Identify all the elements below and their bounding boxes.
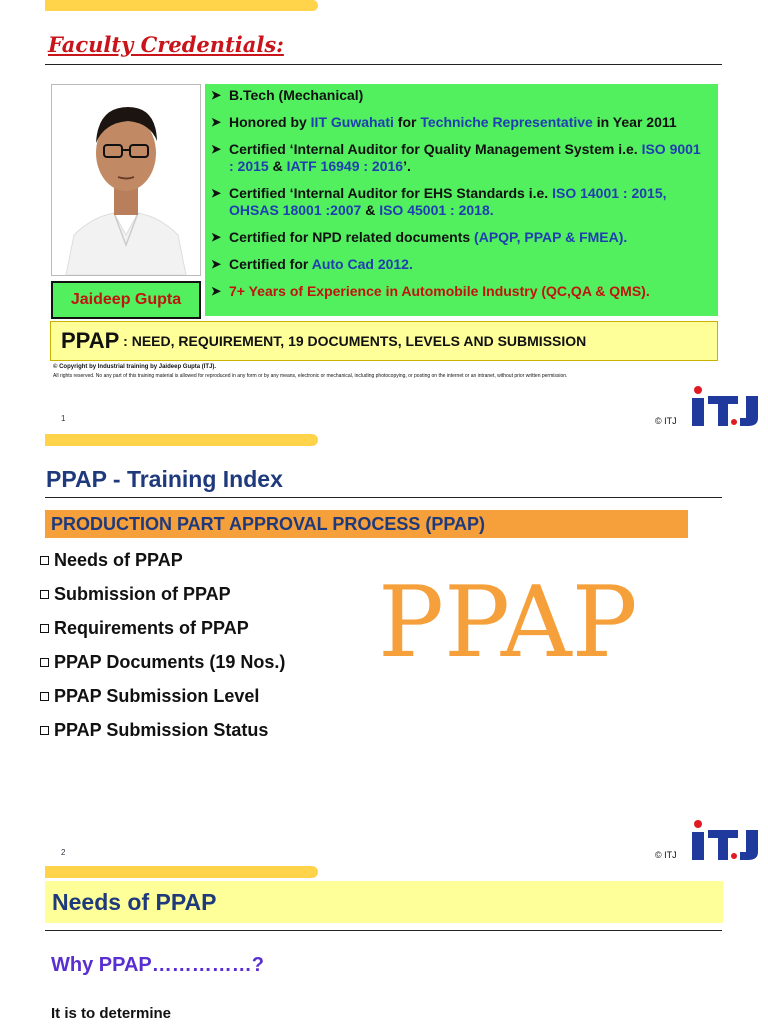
credential-text-part: Certified for <box>229 256 312 272</box>
index-item <box>40 611 285 645</box>
credential-text-part: Auto Cad 2012. <box>311 256 413 272</box>
copyright-mark-2: © ITJ <box>655 850 677 860</box>
credential-text-part: IATF 16949 : 2016 <box>286 158 404 174</box>
itj-logo-icon <box>688 818 763 862</box>
training-index-title: PPAP - Training Index <box>46 466 283 492</box>
index-item <box>40 679 285 713</box>
faculty-name-box <box>51 281 201 319</box>
credential-text <box>229 141 708 175</box>
index-item-label: PPAP Submission Level <box>54 685 260 706</box>
faculty-name: Jaideep Gupta <box>70 291 182 308</box>
credential-item <box>211 283 708 300</box>
arrow-bullet-icon: ➤ <box>211 284 222 298</box>
arrow-bullet-icon: ➤ <box>211 257 222 271</box>
credential-text <box>229 114 677 131</box>
credential-text-part: in Year 2011 <box>592 114 677 130</box>
title-rule-1 <box>45 64 722 65</box>
rights-line: All rights reserved. No any part of this training material is allowed for reproduced in any form or by any means, electronic or mechanical, including photocopying, or posting on the internet or an intranet, without prior written permission. <box>53 373 568 379</box>
index-item <box>40 645 285 679</box>
credential-text-part: & <box>361 202 380 218</box>
arrow-bullet-icon: ➤ <box>211 142 222 156</box>
credential-item <box>211 256 708 273</box>
checkbox-bullet-icon <box>40 658 49 667</box>
slide-tab-1 <box>45 0 318 11</box>
page-number-2: 2 <box>61 848 66 857</box>
credential-text-part: ISO 45001 : 2018. <box>379 202 494 218</box>
checkbox-bullet-icon <box>40 590 49 599</box>
credential-item <box>211 185 708 219</box>
credentials-list <box>211 87 708 300</box>
itj-logo-2 <box>688 818 763 862</box>
index-item-label: Needs of PPAP <box>54 549 183 570</box>
credential-text-part: ISO 14001 : 2015, OHSAS 18001 :2007 <box>229 185 667 218</box>
credential-text <box>229 229 627 246</box>
credential-text <box>229 256 413 273</box>
slide-tab-3 <box>45 866 318 878</box>
index-item-label: Requirements of PPAP <box>54 617 249 638</box>
credential-text-part: Certified ‘Internal Auditor for EHS Standards i.e. <box>229 185 553 201</box>
arrow-bullet-icon: ➤ <box>211 88 222 102</box>
why-ppap-question: Why PPAP……………? <box>51 954 264 976</box>
topic-subtitle: : NEED, REQUIREMENT, 19 DOCUMENTS, LEVELS AND SUBMISSION <box>119 333 587 349</box>
index-item-label: PPAP Submission Status <box>54 719 269 740</box>
index-item-label: Submission of PPAP <box>54 583 231 604</box>
credential-item <box>211 229 708 246</box>
credential-text <box>229 87 363 104</box>
credential-item <box>211 114 708 131</box>
index-item-label: PPAP Documents (19 Nos.) <box>54 651 286 672</box>
index-item <box>40 577 285 611</box>
title-rule-3 <box>45 930 722 931</box>
credential-text-part: Techniche Representative <box>420 114 593 130</box>
faculty-title: Faculty Credentials: <box>48 32 284 57</box>
arrow-bullet-icon: ➤ <box>211 115 222 129</box>
topic-ppap: PPAP <box>61 328 120 353</box>
credential-text-part: ISO 9001 : 2015 <box>229 141 701 174</box>
itj-logo-icon <box>688 384 763 428</box>
checkbox-bullet-icon <box>40 726 49 735</box>
credentials-box <box>205 84 718 316</box>
credential-text-part: for <box>393 114 421 130</box>
ppap-banner <box>45 510 688 538</box>
credential-text-part: Certified ‘Internal Auditor for Quality Management System i.e. <box>229 141 642 157</box>
credential-text <box>229 283 650 300</box>
index-item <box>40 543 285 577</box>
credential-item <box>211 87 708 104</box>
faculty-photo <box>51 84 201 276</box>
itj-logo-1 <box>688 384 763 428</box>
checkbox-bullet-icon <box>40 556 49 565</box>
checkbox-bullet-icon <box>40 692 49 701</box>
copyright-mark-1: © ITJ <box>655 416 677 426</box>
ppap-big-word: PPAP <box>378 566 638 680</box>
credential-text <box>229 185 708 219</box>
credential-text-part: & <box>268 158 287 174</box>
credential-text-part: ’. <box>403 158 411 174</box>
checkbox-bullet-icon <box>40 624 49 633</box>
credential-text-part: Certified for NPD related documents <box>229 229 475 245</box>
needs-title-box <box>45 881 723 923</box>
credential-item <box>211 141 708 175</box>
credential-text-part: 7+ Years of Experience in Automobile Industry (QC,QA & QMS). <box>229 283 650 299</box>
credential-text-part: (APQP, PPAP & FMEA). <box>474 229 628 245</box>
title-rule-2 <box>45 497 722 498</box>
slide-tab-2 <box>45 434 318 446</box>
arrow-bullet-icon: ➤ <box>211 230 222 244</box>
topic-banner <box>50 321 718 361</box>
ppap-banner-text: PRODUCTION PART APPROVAL PROCESS (PPAP) <box>51 513 486 534</box>
person-portrait-image <box>52 85 200 275</box>
credential-text-part: IIT Guwahati <box>310 114 394 130</box>
index-list <box>40 543 285 747</box>
copyright-line: © Copyright by Industrial training by Jaideep Gupta (ITJ). <box>53 364 217 370</box>
page-number-1: 1 <box>61 414 66 423</box>
determine-text: It is to determine <box>51 1005 172 1022</box>
arrow-bullet-icon: ➤ <box>211 186 222 200</box>
credential-text-part: Honored by <box>229 114 311 130</box>
index-item <box>40 713 285 747</box>
needs-title: Needs of PPAP <box>52 888 217 915</box>
credential-text-part: B.Tech (Mechanical) <box>229 87 364 103</box>
